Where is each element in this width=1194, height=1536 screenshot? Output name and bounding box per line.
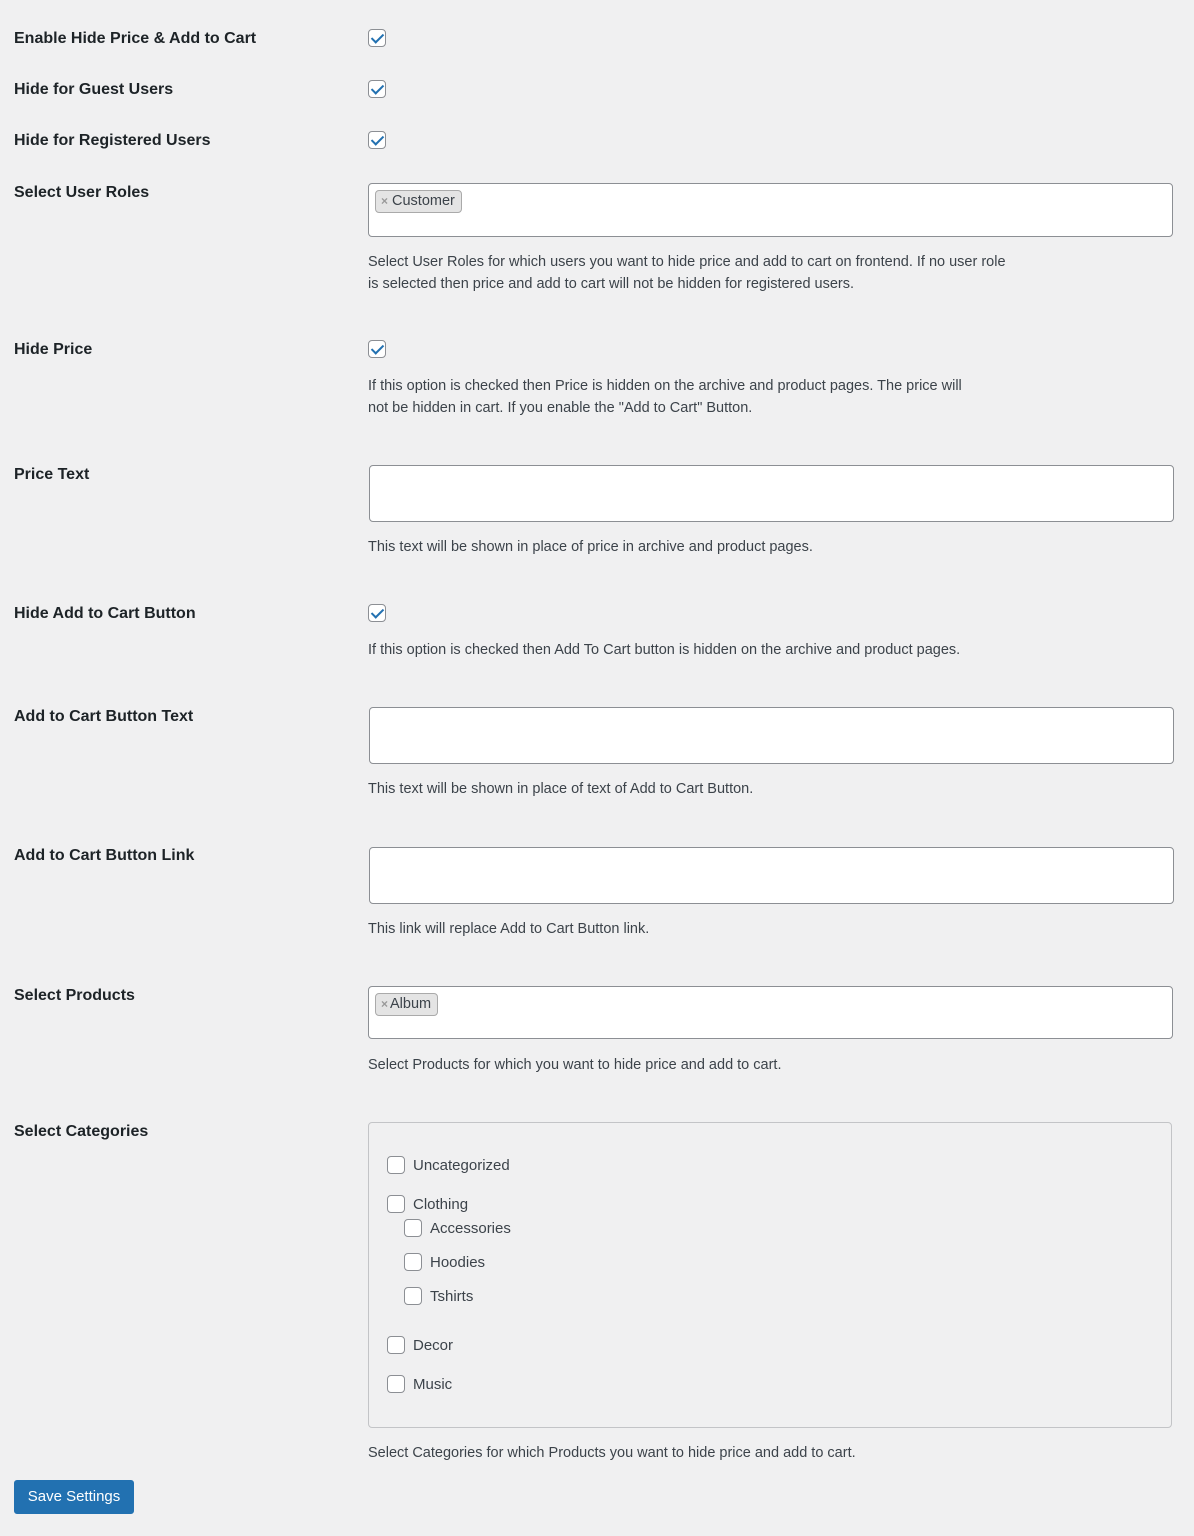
category-checkbox[interactable] (387, 1156, 405, 1174)
user-roles-select[interactable] (368, 183, 1173, 237)
category-label: Music (413, 1376, 453, 1393)
user-roles-description (368, 251, 1006, 295)
product-chip[interactable] (375, 993, 438, 1016)
cart-text-label: Add to Cart Button Text (14, 708, 194, 725)
user-roles-description-line2: is selected then price and add to cart will not be hidden for registered users. (368, 276, 855, 292)
hide-price-description (368, 375, 962, 419)
enable-checkbox[interactable] (368, 29, 386, 47)
category-checkbox[interactable] (404, 1253, 422, 1271)
user-role-chip[interactable] (375, 190, 462, 213)
category-checkbox[interactable] (404, 1219, 422, 1237)
hide-cart-description: If this option is checked then Add To Cart button is hidden on the archive and product pages. (368, 642, 961, 658)
cart-link-input[interactable] (369, 847, 1174, 904)
category-checkbox[interactable] (387, 1336, 405, 1354)
remove-chip-icon[interactable]: × (381, 194, 389, 208)
category-label: Accessories (430, 1220, 511, 1237)
products-select[interactable] (368, 986, 1173, 1039)
price-text-input[interactable] (369, 465, 1174, 522)
products-label: Select Products (14, 987, 135, 1004)
category-checkbox[interactable] (387, 1375, 405, 1393)
category-label: Hoodies (430, 1254, 486, 1271)
categories-label: Select Categories (14, 1123, 149, 1140)
cart-link-label: Add to Cart Button Link (14, 847, 195, 864)
user-roles-description-line1: Select User Roles for which users you want to hide price and add to cart on frontend. If no user role (368, 254, 1006, 270)
price-text-description: This text will be shown in place of price in archive and product pages. (368, 539, 813, 555)
hide-price-description-line1: If this option is checked then Price is hidden on the archive and product pages. The price will (368, 378, 962, 394)
save-settings-button[interactable]: Save Settings (14, 1480, 134, 1514)
hide-price-description-line2: not be hidden in cart. If you enable the "Add to Cart" Button. (368, 400, 753, 416)
category-checkbox[interactable] (404, 1287, 422, 1305)
category-label: Uncategorized (413, 1157, 510, 1174)
registered-users-checkbox[interactable] (368, 131, 386, 149)
guest-users-label: Hide for Guest Users (14, 81, 174, 98)
enable-label: Enable Hide Price & Add to Cart (14, 30, 257, 47)
category-label: Clothing (413, 1196, 469, 1213)
product-chip-label: Album (390, 996, 432, 1012)
hide-cart-label: Hide Add to Cart Button (14, 605, 196, 622)
hide-price-checkbox[interactable] (368, 340, 386, 358)
registered-users-label: Hide for Registered Users (14, 132, 211, 149)
guest-users-checkbox[interactable] (368, 80, 386, 98)
hide-price-label: Hide Price (14, 341, 93, 358)
user-roles-label: Select User Roles (14, 184, 150, 201)
price-text-label: Price Text (14, 466, 90, 483)
cart-text-description: This text will be shown in place of text of Add to Cart Button. (368, 781, 754, 797)
cart-link-description: This link will replace Add to Cart Button link. (368, 921, 650, 937)
category-checkbox[interactable] (387, 1195, 405, 1213)
cart-text-input[interactable] (369, 707, 1174, 764)
remove-chip-icon[interactable]: × (381, 997, 389, 1011)
category-label: Tshirts (430, 1288, 474, 1305)
categories-description: Select Categories for which Products you want to hide price and add to cart. (368, 1445, 856, 1461)
categories-list (368, 1122, 1172, 1428)
category-label: Decor (413, 1337, 454, 1354)
products-description: Select Products for which you want to hide price and add to cart. (368, 1057, 782, 1073)
hide-cart-checkbox[interactable] (368, 604, 386, 622)
user-role-chip-label: Customer (392, 193, 455, 209)
